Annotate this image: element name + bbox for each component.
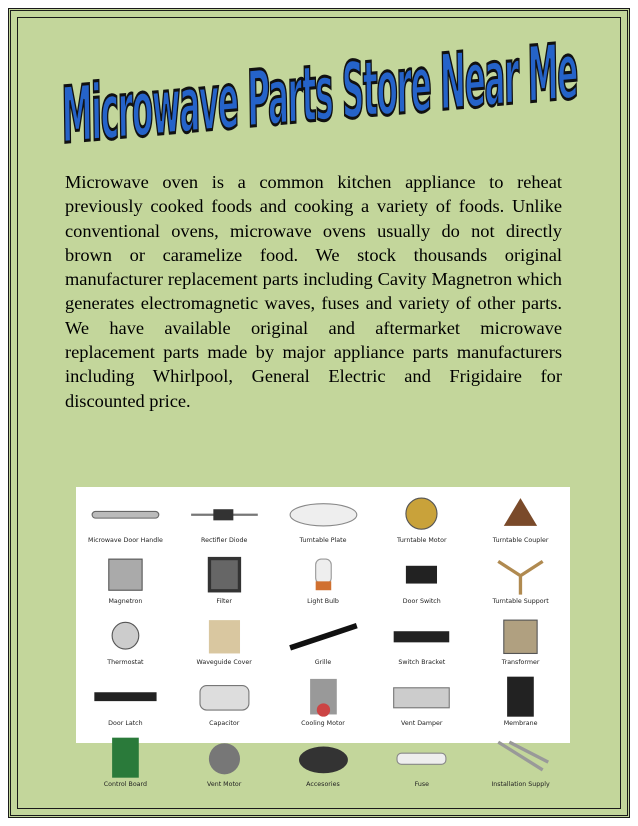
part-label: Vent Motor xyxy=(207,781,242,789)
damper-icon xyxy=(377,670,466,720)
part-cell xyxy=(471,731,570,792)
part-label: Turntable Support xyxy=(492,598,549,606)
fuse-icon xyxy=(377,731,466,781)
part-label: Door Latch xyxy=(108,720,143,728)
magnetron-icon xyxy=(81,548,170,598)
door-handle-icon xyxy=(81,487,170,537)
part-label: Transformer xyxy=(501,659,540,667)
part-cell xyxy=(372,670,471,731)
filter-icon xyxy=(180,548,269,598)
part-cell xyxy=(175,670,274,731)
diode-icon xyxy=(180,487,269,537)
part-cell xyxy=(274,670,373,731)
capacitor-icon xyxy=(180,670,269,720)
coupler-icon xyxy=(476,487,565,537)
waveguide-icon xyxy=(180,609,269,659)
part-label: Waveguide Cover xyxy=(196,659,252,667)
part-cell xyxy=(274,609,373,670)
membrane-icon xyxy=(476,670,565,720)
part-cell xyxy=(76,548,175,609)
parts-grid xyxy=(76,487,570,789)
part-cell xyxy=(175,609,274,670)
part-cell xyxy=(471,548,570,609)
part-label: Accesories xyxy=(306,781,340,789)
body-paragraph: Microwave oven is a common kitchen appliance to reheat previously cooked foods and cooking a variety of foods. Unlike conventional ovens, microwave ovens usually do not directly brown or caramelize food. We stock thousands original manufacturer replacement parts including Cavity Magnetron which generates electromagnetic waves, fuses and variety of other parts. We have available original and aftermarket microwave replacement parts made by major appliance parts manufacturers including Whirlpool, General Electric and Frigidaire for discounted price. xyxy=(65,172,562,411)
part-label: Grille xyxy=(314,659,332,667)
part-label: Vent Damper xyxy=(401,720,443,728)
part-label: Thermostat xyxy=(107,659,144,667)
bulb-icon xyxy=(279,548,368,598)
part-cell xyxy=(175,731,274,792)
part-label: Door Switch xyxy=(402,598,441,606)
cooling-motor-icon xyxy=(279,670,368,720)
part-label: Light Bulb xyxy=(307,598,339,606)
part-label: Installation Supply xyxy=(491,781,550,789)
latch-icon xyxy=(81,670,170,720)
page-title: Microwave Parts Store Near Me xyxy=(61,26,578,162)
bracket-icon xyxy=(377,609,466,659)
part-cell xyxy=(175,548,274,609)
part-label: Turntable Plate xyxy=(299,537,347,545)
part-cell xyxy=(372,487,471,548)
part-cell xyxy=(274,487,373,548)
part-label: Control Board xyxy=(103,781,148,789)
part-cell xyxy=(372,609,471,670)
part-cell xyxy=(372,548,471,609)
part-label: Turntable Motor xyxy=(397,537,447,545)
part-cell xyxy=(471,609,570,670)
part-cell xyxy=(76,487,175,548)
switch-icon xyxy=(377,548,466,598)
grille-icon xyxy=(279,609,368,659)
vent-motor-icon xyxy=(180,731,269,781)
part-label: Turntable Coupler xyxy=(492,537,549,545)
board-icon xyxy=(81,731,170,781)
part-cell xyxy=(76,731,175,792)
part-cell xyxy=(274,731,373,792)
title-wrap xyxy=(11,26,627,175)
part-label: Switch Bracket xyxy=(398,659,446,667)
part-label: Rectifier Diode xyxy=(200,537,248,545)
part-cell xyxy=(471,487,570,548)
part-cell xyxy=(76,670,175,731)
part-cell xyxy=(471,670,570,731)
part-label: Cooling Motor xyxy=(301,720,345,728)
plate-icon xyxy=(279,487,368,537)
part-label: Filter xyxy=(216,598,232,606)
part-cell xyxy=(76,609,175,670)
thermostat-icon xyxy=(81,609,170,659)
support-icon xyxy=(476,548,565,598)
part-label: Magnetron xyxy=(108,598,143,606)
part-cell xyxy=(372,731,471,792)
transformer-icon xyxy=(476,609,565,659)
part-cell xyxy=(175,487,274,548)
part-label: Membrane xyxy=(503,720,538,728)
part-label: Capacitor xyxy=(209,720,240,728)
motor-icon xyxy=(377,487,466,537)
accessories-icon xyxy=(279,731,368,781)
part-label: Fuse xyxy=(414,781,429,789)
installation-icon xyxy=(476,731,565,781)
part-cell xyxy=(274,548,373,609)
part-label: Microwave Door Handle xyxy=(87,537,163,545)
